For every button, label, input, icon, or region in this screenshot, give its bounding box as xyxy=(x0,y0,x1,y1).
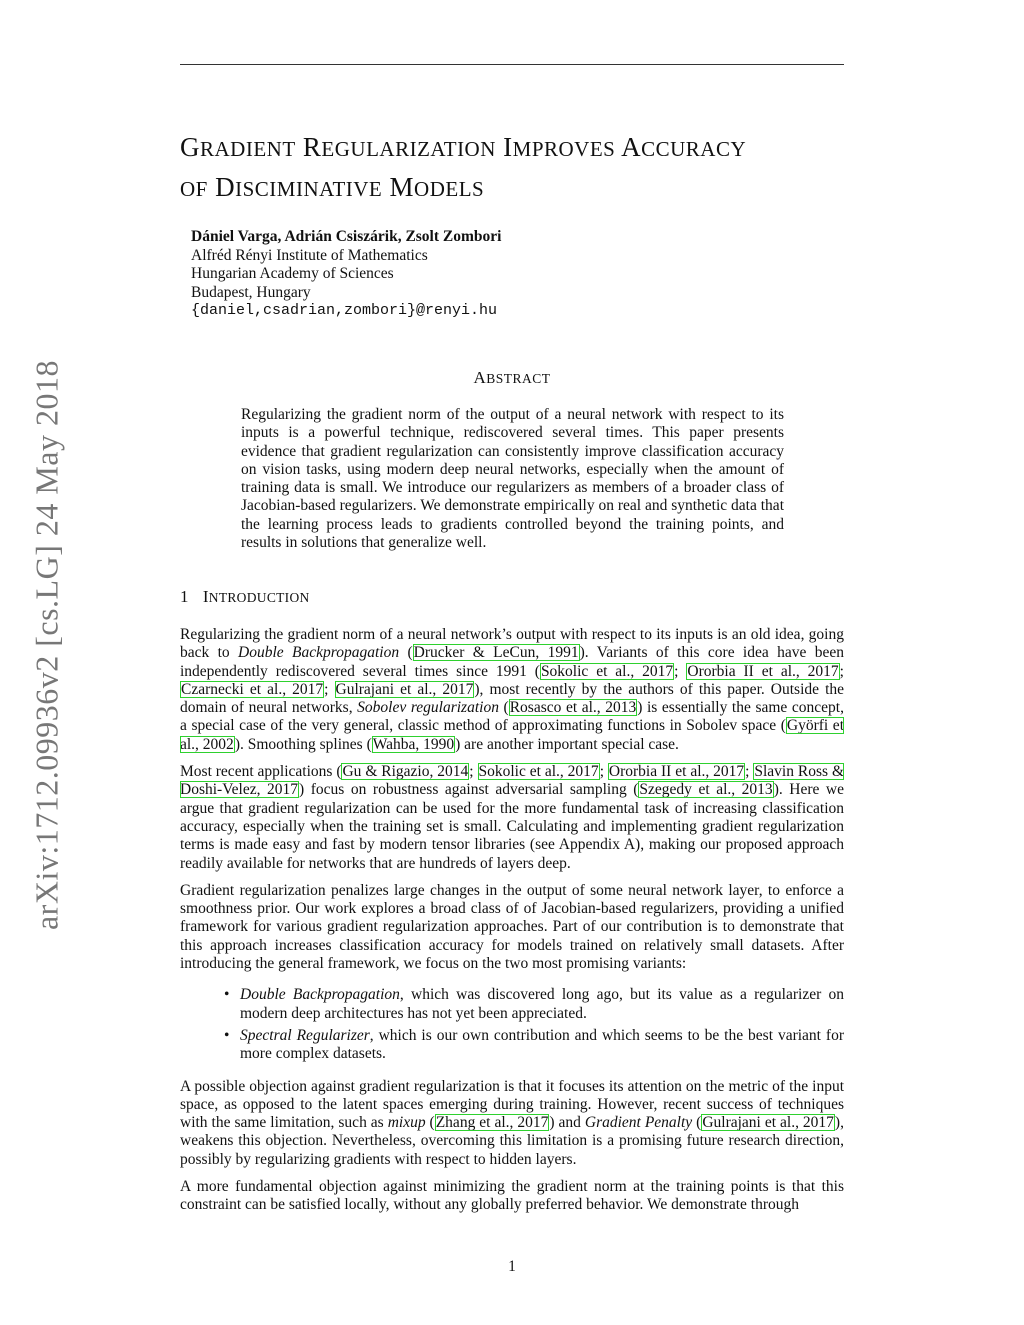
citation-link[interactable]: Ororbia II et al., 2017 xyxy=(608,763,745,781)
affiliation-institute: Alfréd Rényi Institute of Mathematics xyxy=(191,246,428,264)
list-item: • Double Backpropagation, which was discovered long ago, but its value as a regularizer on modern deep architectures has not yet been appreciated. xyxy=(240,986,844,1023)
title-word: DISCIMINATIVE xyxy=(215,172,383,202)
citation-link[interactable]: Czarnecki et al., 2017 xyxy=(181,680,324,698)
section-heading-introduction: 1 INTRODUCTION xyxy=(180,587,310,606)
title-word: IMPROVES xyxy=(503,132,616,162)
introduction-body xyxy=(180,626,844,1224)
paragraph-1: Regularizing the gradient norm of a neural network’s output with respect to its inputs is an old idea, going back to Double Backpropagation (Drucker & LeCun, 1991). Variants of this core idea have been independently rediscovered several times since 1991 (Sokolic et al., 2017; Ororbia II et al., 2017; Czarnecki et al., 2017; Gulrajani et al., 2017), most recently by the authors of this paper. Outside the domain of neural networks, Sobolev regularization (Rosasco et al., 2013) is essentially the same concept, a special case of the very general, classic method of approximating functions in Sobolev space (Györfi et al., 2002). Smoothing splines (Wahba, 1990) are another important special case. xyxy=(180,626,845,753)
citation-link[interactable]: Rosasco et al., 2013 xyxy=(509,699,637,717)
citation-link[interactable]: Gu & Rigazio, 2014 xyxy=(342,763,469,781)
title-word: REGULARIZATION xyxy=(302,132,496,162)
citation-link[interactable]: Wahba, 1990 xyxy=(372,735,455,753)
abstract-heading: ABSTRACT xyxy=(473,368,551,387)
affiliation-city: Budapest, Hungary xyxy=(191,283,311,301)
title-word: OF xyxy=(180,177,208,201)
paragraph-4: A possible objection against gradient regularization is that it focuses its attention on the metric of the input space, as opposed to the latent spaces emerging during training. However, recent success of techniques with the same limitation, such as mixup (Zhang et al., 2017) and Gradient Penalty (Gulrajani et al., 2017), weakens this objection. Nevertheless, overcoming this limitation is a promising future research direction, possibly by regularizing gradients with respect to hidden layers. xyxy=(180,1077,844,1168)
page-number: 1 xyxy=(508,1258,516,1275)
author-email[interactable]: {daniel,csadrian,zombori}@renyi.hu xyxy=(191,302,498,320)
abstract-text: Regularizing the gradient norm of the output of a neural network with respect to its inputs is a powerful technique, rediscovered several times. This paper presents evidence that gradient regularization can consistently improve classification accuracy on vision tasks, using modern deep neural networks, especially when the amount of training data is small. We introduce our regularizers as members of a broader class of Jacobian-based regularizers. We demonstrate empirically on real and synthetic data that the learning process leads to gradients controlled beyond the training points, and results in solutions that generalize well. xyxy=(241,406,784,552)
citation-link[interactable]: Sokolic et al., 2017 xyxy=(540,662,674,680)
paper-title xyxy=(180,128,844,208)
list-item: • Spectral Regularizer, which is our own contribution and which seems to be the best variant for more complex datasets. xyxy=(240,1027,844,1064)
citation-link[interactable]: Zhang et al., 2017 xyxy=(435,1114,549,1132)
paragraph-5: A more fundamental objection against minimizing the gradient norm at the training points is that this constraint can be satisfied locally, without any globally preferred behavior. We demonstrate through xyxy=(180,1178,844,1214)
paragraph-3: Gradient regularization penalizes large changes in the output of some neural network layer, to enforce a smoothness prior. Our work explores a broad class of of Jacobian-based regularizers, providing a unified framework for various gradient regularization approaches. Part of our contribution is to demonstrate that this approach increases classification accuracy for models trained on relatively small datasets. After introducing the general framework, we focus on the two most promising variants: xyxy=(180,881,844,973)
title-line-2 xyxy=(180,168,844,208)
affiliation-academy: Hungarian Academy of Sciences xyxy=(191,265,394,283)
citation-link[interactable]: Gulrajani et al., 2017 xyxy=(335,680,474,698)
author-block xyxy=(191,228,501,321)
title-line-1 xyxy=(180,128,844,168)
citation-link[interactable]: Ororbia II et al., 2017 xyxy=(687,662,839,680)
variant-list xyxy=(180,986,844,1063)
title-word: GRADIENT xyxy=(180,132,296,162)
section-number: 1 xyxy=(180,587,189,606)
citation-link[interactable]: Györfi et al., 2002 xyxy=(180,717,844,753)
citation-link[interactable]: Drucker & LeCun, 1991 xyxy=(413,644,579,662)
citation-link[interactable]: Slavin Ross & Doshi-Velez, 2017 xyxy=(180,763,844,799)
author-names: Dániel Varga, Adrián Csiszárik, Zsolt Zombori xyxy=(191,228,502,245)
citation-link[interactable]: Szegedy et al., 2013 xyxy=(639,781,773,799)
citation-link[interactable]: Sokolic et al., 2017 xyxy=(478,763,599,781)
title-word: MODELS xyxy=(389,172,485,202)
title-word: ACCURACY xyxy=(621,132,747,162)
paragraph-2: Most recent applications (Gu & Rigazio, 2014; Sokolic et al., 2017; Ororbia II et al., 2017; Slavin Ross & Doshi-Velez, 2017) focus on robustness against adversarial sampling (Szegedy et al., 2013). Here we argue that gradient regularization can be used for the more fundamental task of increasing classification accuracy, especially when the training set is small. Calculating and implementing gradient regularization terms is made easy and fast by modern tensor libraries (see Appendix A), making our proposed approach readily available for networks that are hundreds of layers deep. xyxy=(180,763,844,872)
citation-link[interactable]: Gulrajani et al., 2017 xyxy=(702,1114,834,1132)
arxiv-identifier: arXiv:1712.09936v2 [cs.LG] 24 May 2018 xyxy=(28,359,65,931)
top-rule xyxy=(180,64,844,65)
